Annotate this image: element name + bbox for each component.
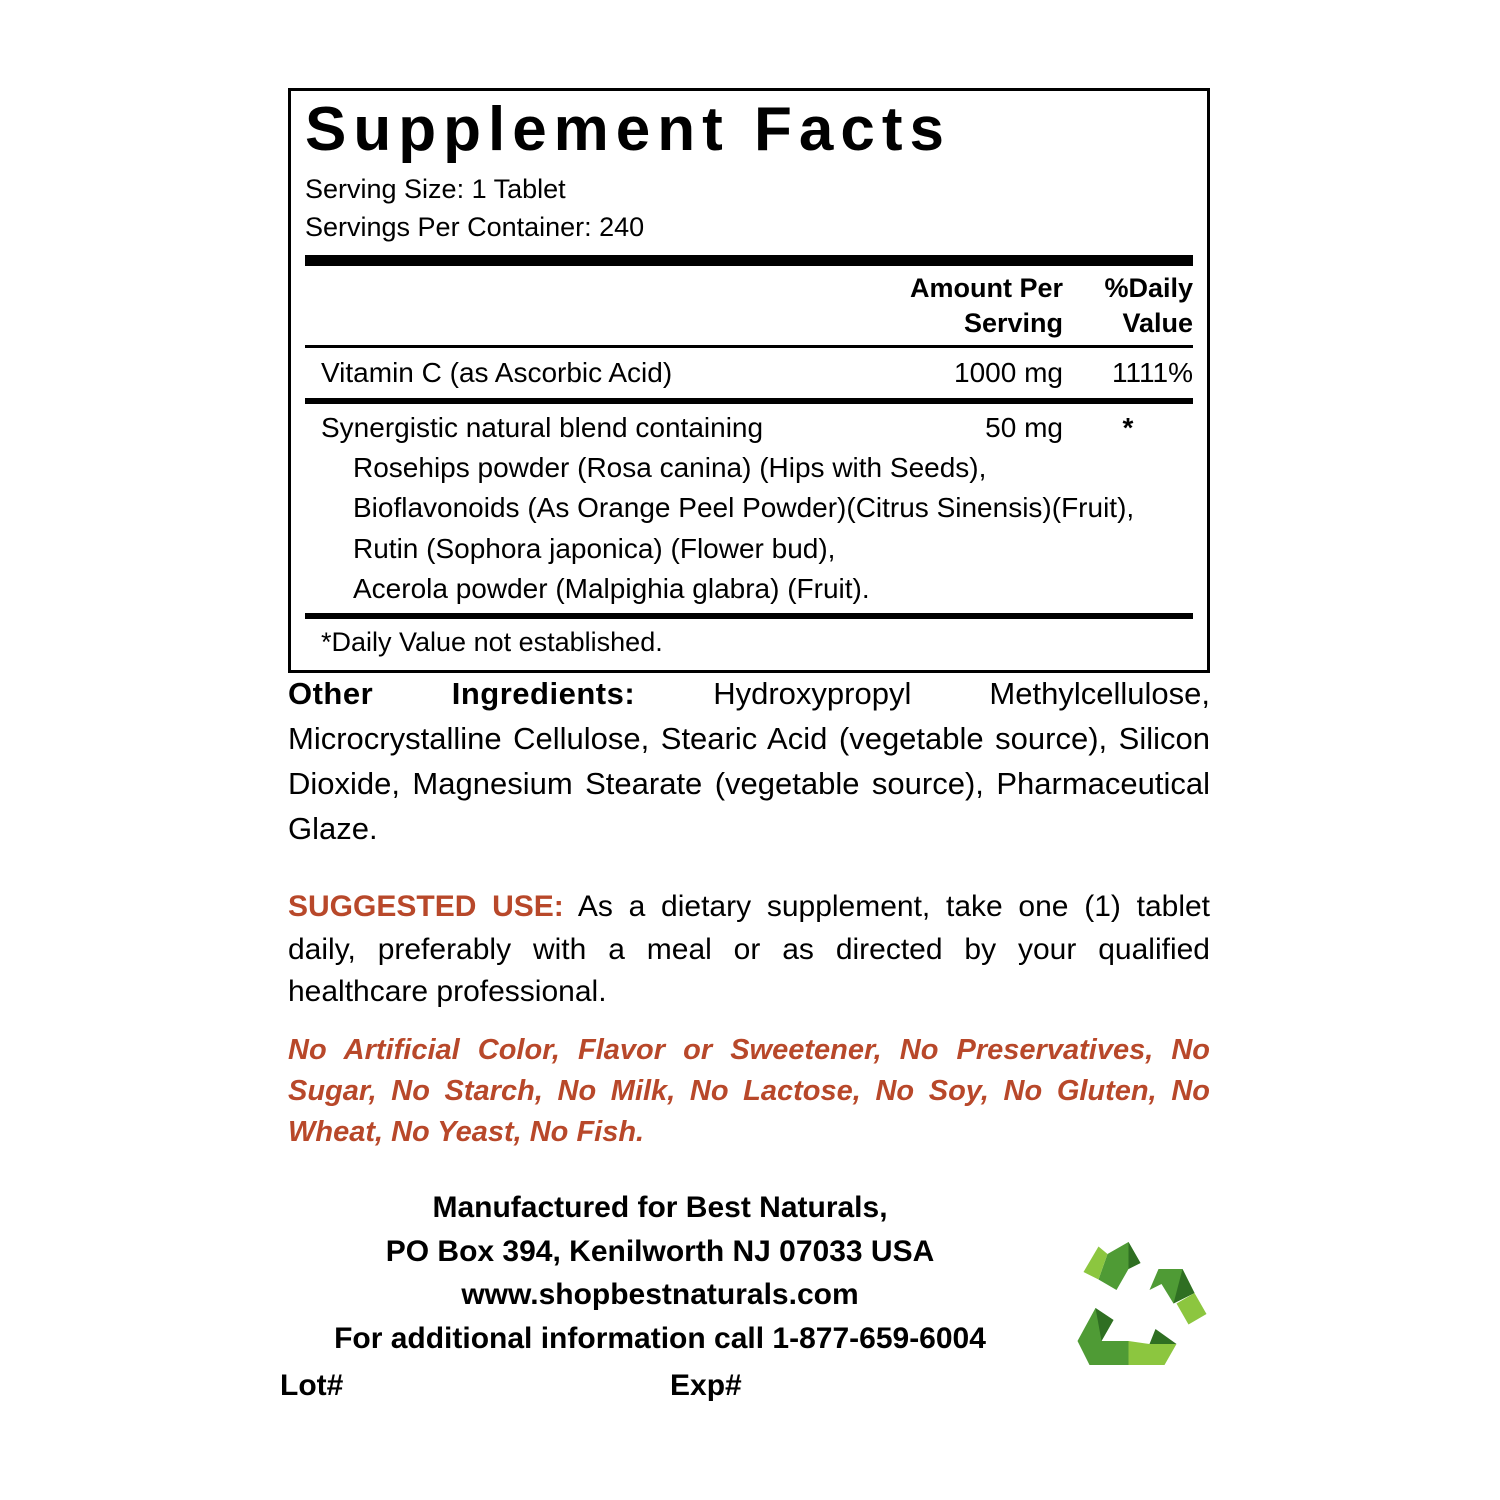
table-column-headers: [305, 266, 1193, 345]
nutrient-amount: 1000 mg: [954, 356, 1063, 388]
servings-per-container: Servings Per Container: 240: [305, 212, 645, 243]
blend-header-row: [305, 410, 1193, 446]
supplement-facts-panel: [288, 88, 1210, 673]
list-item: Rosehips powder (Rosa canina) (Hips with Seeds),: [353, 451, 987, 483]
manufactured-for: Manufactured for Best Naturals,: [432, 1191, 888, 1224]
suggested-use-section: [288, 886, 1210, 1014]
divider-thick-top: [305, 255, 1193, 266]
free-from-claims: No Artificial Color, Flavor or Sweetener, No Preservatives, No Sugar, No Starch, No Milk, No Lactose, No Soy, No Gluten, No Wheat, No Yeast, No Fish.: [288, 1034, 1210, 1149]
header-dv-line1: %Daily: [1104, 272, 1193, 303]
exp-label: Exp#: [670, 1369, 742, 1402]
recycle-icon: [1060, 1230, 1215, 1380]
supplement-facts-title: Supplement Facts: [305, 95, 951, 164]
blend-name: Synergistic natural blend containing: [321, 411, 764, 443]
header-amount-line2: Serving: [963, 307, 1063, 338]
suggested-use-label: SUGGESTED USE:: [288, 890, 564, 923]
other-ingredients-text: Hydroxypropyl Methylcellulose, Microcrystalline Cellulose, Stearic Acid (vegetable source), Silicon Dioxide, Magnesium Stearate (vegetable source), Pharmaceutical Glaze.: [288, 676, 1210, 846]
lot-label: Lot#: [280, 1369, 344, 1402]
blend-amount: 50 mg: [985, 411, 1063, 443]
suggested-use-text: As a dietary supplement, take one (1) tablet daily, preferably with a meal or as directed by your qualified healthcare professional.: [288, 890, 1211, 1009]
header-amount-line1: Amount Per: [909, 272, 1063, 303]
list-item: Rutin (Sophora japonica) (Flower bud),: [353, 532, 836, 564]
blend-daily-value: *: [1122, 411, 1134, 443]
nutrient-daily-value: 1111%: [1112, 356, 1193, 388]
blend-ingredient-list: [305, 446, 1193, 609]
header-dv-line2: Value: [1122, 307, 1193, 338]
contact-phone: For additional information call 1-877-659-6004: [334, 1321, 986, 1355]
company-website: www.shopbestnaturals.com: [461, 1278, 859, 1311]
company-address: PO Box 394, Kenilworth NJ 07033 USA: [385, 1234, 935, 1268]
blend-block: [305, 404, 1193, 614]
other-ingredients-label: Other Ingredients:: [288, 676, 636, 711]
footer-block: [280, 1186, 1040, 1408]
list-item: Acerola powder (Malpighia glabra) (Fruit).: [353, 572, 870, 604]
serving-size: Serving Size: 1 Tablet: [305, 173, 566, 204]
table-row: [305, 348, 1193, 398]
list-item: Bioflavonoids (As Orange Peel Powder)(Citrus Sinensis)(Fruit),: [353, 492, 1135, 524]
lot-exp-row: [280, 1364, 1040, 1408]
nutrient-name: Vitamin C (as Ascorbic Acid): [321, 356, 673, 388]
daily-value-footnote: *Daily Value not established.: [321, 627, 663, 658]
other-ingredients-section: [288, 672, 1210, 852]
